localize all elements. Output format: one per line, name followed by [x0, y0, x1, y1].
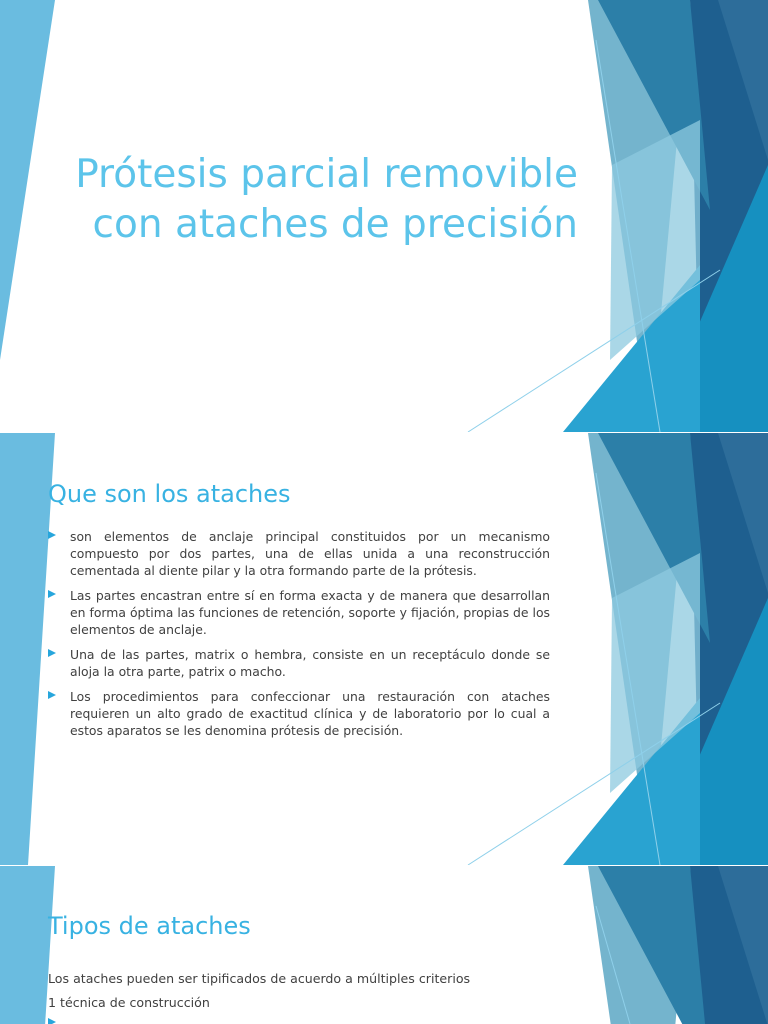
bullet-item	[48, 646, 550, 680]
slide-2	[0, 433, 768, 865]
slide-title-line-1: Prótesis parcial removible	[75, 152, 578, 197]
bullet-text: Las partes encastran entre sí en forma exacta y de manera que desarrollan en forma óptima las funciones de retención, soporte y fijación, propias de los elementos de anclaje.	[70, 588, 550, 637]
bullet-text: Los procedimientos para confeccionar una restauración con ataches requieren un alto grado de exactitud clínica y de laboratorio por lo cual a estos aparatos se les denomina prótesis de precisión.	[70, 689, 550, 738]
slide-title	[40, 150, 578, 250]
bullet-item	[48, 528, 550, 579]
bullet-text: son elementos de anclaje principal constituidos por un mecanismo compuesto por dos partes, una de ellas unida a una reconstrucción cementada al diente pilar y la otra formando parte de la prótesis.	[70, 529, 550, 578]
slide-1	[0, 0, 768, 432]
bullet-arrow-icon	[48, 590, 56, 598]
bullet-arrow-icon	[48, 531, 56, 539]
bullet-arrow-icon	[48, 649, 56, 657]
bullet-item	[48, 587, 550, 638]
bullet-arrow-icon	[48, 691, 56, 699]
bullet-item	[48, 688, 550, 739]
slide-heading: Que son los ataches	[48, 480, 291, 508]
bullet-arrow-icon	[48, 1018, 56, 1024]
slide-3	[0, 866, 768, 1024]
bullet-item	[48, 1018, 56, 1024]
bullet-list	[48, 528, 550, 747]
slide-title-line-2: con ataches de precisión	[92, 202, 578, 247]
slide-heading: Tipos de ataches	[48, 912, 251, 940]
paragraph: 1 técnica de construcción	[48, 995, 210, 1010]
paragraph: Los ataches pueden ser tipificados de acuerdo a múltiples criterios	[48, 971, 471, 986]
bullet-text: Una de las partes, matrix o hembra, consiste en un receptáculo donde se aloja la otra parte, patrix o macho.	[70, 647, 550, 679]
